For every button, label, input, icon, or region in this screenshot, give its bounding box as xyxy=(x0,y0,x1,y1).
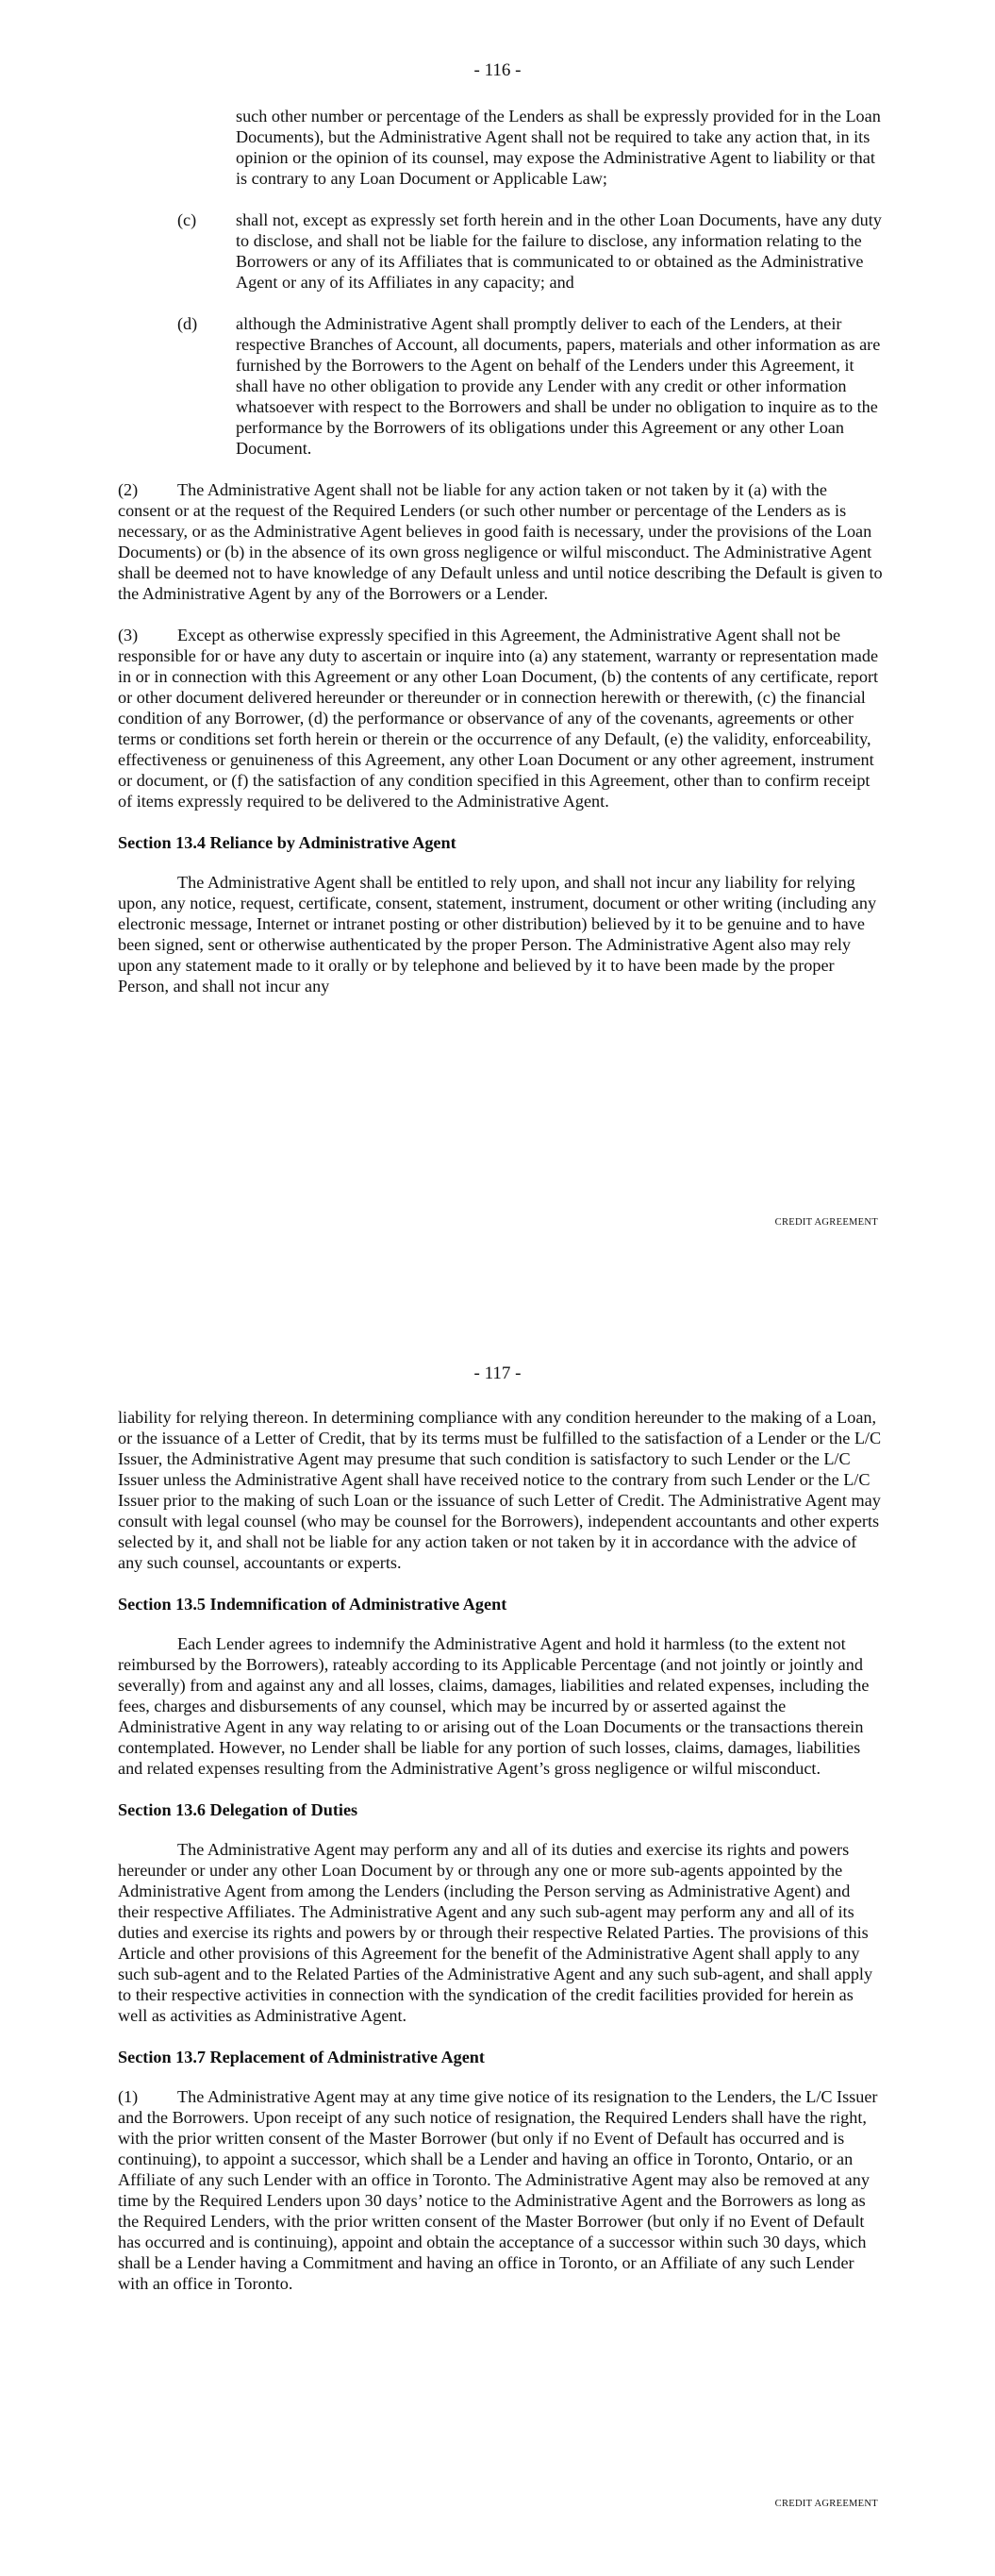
page-117 xyxy=(0,1288,995,2576)
list-item-d xyxy=(118,313,884,459)
item-label: (d) xyxy=(177,314,198,333)
section-heading-13-6: Section 13.6 Delegation of Duties xyxy=(118,1800,358,1819)
item-b-continuation: such other number or percentage of the Lenders as shall be expressly provided for in the Loan Documents), but the Administrative Agent shall not be required to take any action that, in its opinion or the opinion of its counsel, may expose the Administrative Agent to liability or that is contrary to any Loan Document or Applicable Law; xyxy=(236,107,881,188)
item-text: although the Administrative Agent shall promptly deliver to each of the Lenders, at their respective Branches of Account, all documents, papers, materials and other information as are furnished by the Borrowers to the Agent on behalf of the Lenders under this Agreement, it shall have no other obligation to provide any Lender with any credit or other information whatsoever with respect to the Borrowers and shall be under no obligation to inquire as to the performance by the Borrowers of its obligations under this Agreement or any other Loan Document. xyxy=(236,314,881,458)
list-item-c xyxy=(118,209,884,293)
section-heading-13-5: Section 13.5 Indemnification of Administrative Agent xyxy=(118,1595,507,1614)
page-number: - 116 - xyxy=(473,60,522,80)
paragraph-number: (3) xyxy=(118,626,139,644)
section-heading-13-4: Section 13.4 Reliance by Administrative Agent xyxy=(118,833,456,852)
section-13-5-text: Each Lender agrees to indemnify the Administrative Agent and hold it harmless (to the extent not reimbursed by the Borrowers), rateably according to its Applicable Percentage (and not jointly or jointly and severally) from and against any and all losses, claims, damages, liabilities and related expenses, including the fees, charges and disbursements of any counsel, which may be incurred by or asserted against the Administrative Agent in any way relating to or arising out of the Loan Documents or the transactions therein contemplated. However, no Lender shall be liable for any portion of such losses, claims, damages, liabilities and related expenses resulting from the Administrative Agent’s gross negligence or wilful misconduct. xyxy=(118,1634,870,1778)
section-13-4-continuation: liability for relying thereon. In determining compliance with any condition hereunder to the making of a Loan, or the issuance of a Letter of Credit, that by its terms must be fulfilled to the satisfaction of a Lender or the L/C Issuer, the Administrative Agent may presume that such condition is satisfactory to such Lender or the L/C Issuer unless the Administrative Agent shall have received notice to the contrary from such Lender or the L/C Issuer prior to the making of such Loan or the issuance of such Letter of Credit. The Administrative Agent may consult with legal counsel (who may be counsel for the Borrowers), independent accountants and other experts selected by it, and shall not be liable for any action taken or not taken by it in accordance with the advice of any such counsel, accountants or experts. xyxy=(118,1408,882,1572)
paragraph-1 xyxy=(118,2086,884,2294)
page-number: - 117 - xyxy=(473,1363,522,1383)
page-body xyxy=(118,106,884,1017)
footer-label: CREDIT AGREEMENT xyxy=(774,1217,878,1228)
paragraph-text: The Administrative Agent shall not be liable for any action taken or not taken by it (a) with the consent or at the request of the Required Lenders (or such other number or percentage of the Lenders as is necessary, or as the Administrative Agent believes in good faith is necessary, under the provisions of the Loan Documents) or (b) in the absence of its own gross negligence or wilful misconduct. The Administrative Agent shall be deemed not to have knowledge of any Default unless and until notice describing the Default is given to the Administrative Agent by any of the Borrowers or a Lender. xyxy=(118,480,883,603)
paragraph-2 xyxy=(118,479,884,604)
paragraph-3 xyxy=(118,625,884,811)
item-label: (c) xyxy=(177,210,197,229)
item-text: shall not, except as expressly set forth herein and in the other Loan Documents, have any duty to disclose, and shall not be liable for the failure to disclose, any information relating to the Borrowers or any of its Affiliates that is communicated to or obtained as the Administrative Agent or any of its Affiliates in any capacity; and xyxy=(236,210,882,292)
paragraph-text: The Administrative Agent may at any time give notice of its resignation to the Lenders, the L/C Issuer and the Borrowers. Upon receipt of any such notice of resignation, the Required Lenders shall have the right, with the prior written consent of the Master Borrower (but only if no Event of Default has occurred and is continuing), to appoint a successor, which shall be a Lender and having an office in Toronto, Ontario, or an Affiliate of any such Lender with an office in Toronto. The Administrative Agent may also be removed at any time by the Required Lenders upon 30 days’ notice to the Administrative Agent and the Borrowers as long as the Required Lenders, with the prior written consent of the Master Borrower (but only if no Event of Default has occurred and is continuing), appoint and obtain the acceptance of a successor within such 30 days, which shall be a Lender having a Commitment and having an office in Toronto, or an Affiliate of any such Lender with an office in Toronto. xyxy=(118,2087,878,2293)
section-13-4-text: The Administrative Agent shall be entitled to rely upon, and shall not incur any liability for relying upon, any notice, request, certificate, consent, statement, instrument, document or other writing (including any electronic message, Internet or intranet posting or other distribution) believed by it to be genuine and to have been signed, sent or otherwise authenticated by the proper Person. The Administrative Agent also may rely upon any statement made to it orally or by telephone and believed by it to have been made by the proper Person, and shall not incur any xyxy=(118,873,877,995)
paragraph-number: (1) xyxy=(118,2087,139,2106)
paragraph-number: (2) xyxy=(118,480,139,499)
page-body xyxy=(118,1407,884,2315)
paragraph-text: Except as otherwise expressly specified in this Agreement, the Administrative Agent shall not be responsible for or have any duty to ascertain or inquire into (a) any statement, warranty or representation made in or in connection with this Agreement or any other Loan Document, (b) the contents of any certificate, report or other document delivered hereunder or thereunder or in connection herewith or therewith, (c) the financial condition of any Borrower, (d) the performance or observance of any of the covenants, agreements or other terms or conditions set forth herein or therein or the occurrence of any Default, (e) the validity, enforceability, effectiveness or genuineness of this Agreement, any other Loan Document or any other agreement, instrument or document, or (f) the satisfaction of any condition specified in this Agreement, other than to confirm receipt of items expressly required to be delivered to the Administrative Agent. xyxy=(118,626,879,811)
section-heading-13-7: Section 13.7 Replacement of Administrative Agent xyxy=(118,2048,485,2066)
footer-label: CREDIT AGREEMENT xyxy=(774,2499,878,2509)
section-13-6-text: The Administrative Agent may perform any and all of its duties and exercise its rights and powers hereunder or under any other Loan Document by or through any one or more sub-agents appointed by the Administrative Agent from among the Lenders (including the Person serving as Administrative Agent) and their respective Affiliates. The Administrative Agent and any such sub-agent may perform any and all of its duties and exercise its rights and powers by or through their respective Related Parties. The provisions of this Article and other provisions of this Agreement for the benefit of the Administrative Agent shall apply to any such sub-agent and to the Related Parties of the Administrative Agent and any such sub-agent, and shall apply to their respective activities in connection with the syndication of the credit facilities provided for herein as well as activities as Administrative Agent. xyxy=(118,1840,873,2025)
